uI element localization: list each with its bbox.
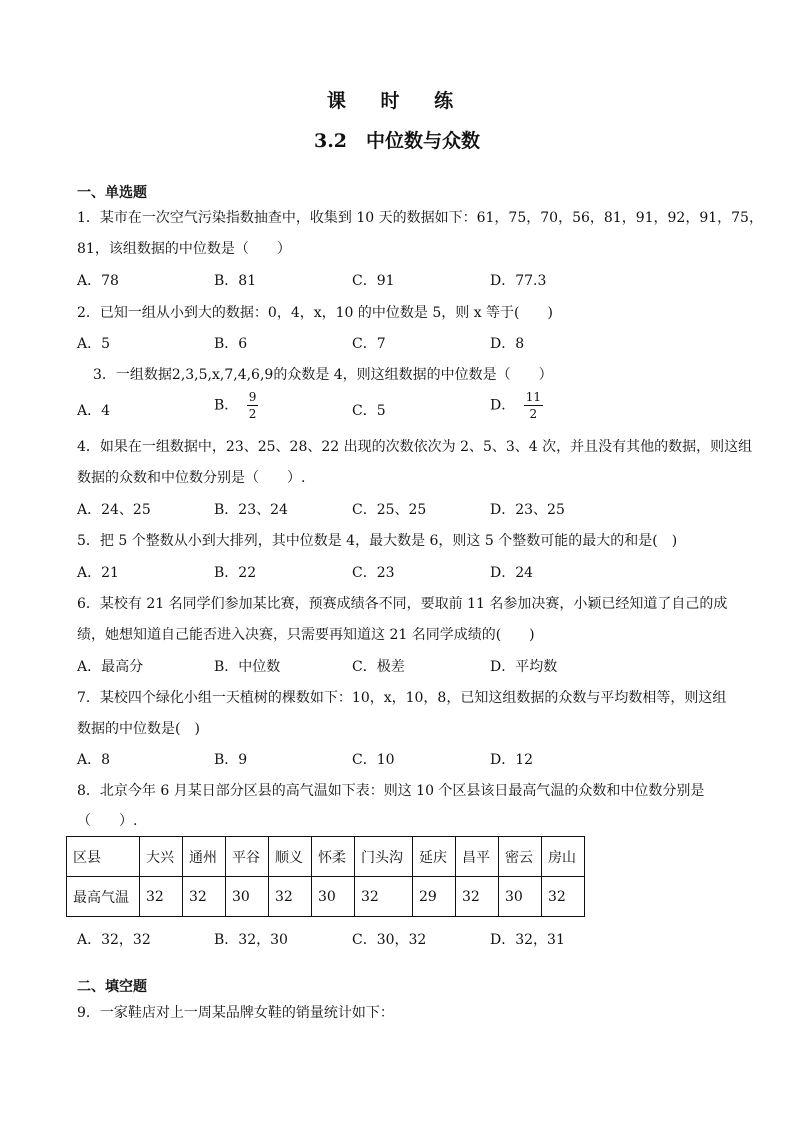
q3-option-a: A．4 [77,403,111,419]
q3-option-d [490,391,543,420]
q3-text-line1 [93,364,553,384]
section-fill-blank: 二、填空题 [77,979,147,995]
table-cell: 30 [312,877,355,917]
fraction-denominator: 2 [529,407,538,421]
q6-option-a: A．最高分 [77,659,144,675]
q7-option-a: A．8 [77,752,111,768]
q6-text-line2: 绩，她想知道自己能否进入决赛，只需要再知道这 21 名同学成绩的( ) [77,627,535,643]
table-cell: 最高气温 [67,877,140,917]
q2-option-a: A．5 [77,336,111,352]
table-cell: 区县 [67,837,140,877]
q1-option-b: B．81 [214,273,257,289]
table-cell: 32 [183,877,226,917]
q8-text-line1: 8．北京今年 6 月某日部分区县的高气温如下表：则这 10 个区县该日最高气温的众数和中位数分别是 [77,783,705,799]
fraction-numerator: 11 [525,390,541,404]
table-cell: 延庆 [413,837,456,877]
q7-option-d: D．12 [490,752,534,768]
fraction-denominator: 2 [248,407,257,421]
table-cell: 顺义 [269,837,312,877]
q9-text-line1: 9．一家鞋店对上一周某品牌女鞋的销量统计如下： [77,1005,394,1021]
q1-option-d: D．77.3 [490,273,547,289]
q4-text-line2: 数据的众数和中位数分别是（ ）. [77,470,306,486]
q3-data-set: 2,3,5,x,7,4,6,9 [171,367,274,383]
q5-text-line1: 5．把 5 个整数从小到大排列，其中位数是 4，最大数是 6，则这 5 个整数可能的最大的和是( ) [77,533,678,549]
page-title: 课 时 练 [326,90,468,112]
q1-option-a: A．78 [77,273,119,289]
q7-option-c: C．10 [352,752,395,768]
table-cell: 32 [269,877,312,917]
q4-option-b: B．23、24 [214,502,288,518]
q7-text-line1: 7．某校四个绿化小组一天植树的棵数如下：10，x，10，8，已知这组数据的众数与平均数相等，则这组 [77,690,727,706]
q4-text-line1: 4．如果在一组数据中，23、25、28、22 出现的次数依次为 2、5、3、4 次，并且没有其他的数据，则这组 [77,439,753,455]
table-cell: 30 [499,877,542,917]
q4-option-d: D．23、25 [490,502,565,518]
lesson-title: 3.2 中位数与众数 [313,130,481,152]
q6-option-d: D．平均数 [490,659,558,675]
table-cell: 30 [226,877,269,917]
table-cell: 大兴 [140,837,183,877]
table-cell: 昌平 [456,837,499,877]
q3-option-b [214,391,258,420]
q8-option-b: B．32，30 [214,932,288,948]
section-single-choice: 一、单选题 [77,185,147,201]
q8-option-c: C．30，32 [352,932,427,948]
q3-suffix: 的众数是 4，则这组数据的中位数是（ ） [273,367,553,383]
q6-option-b: B．中位数 [214,659,281,675]
table-row [67,877,585,917]
q3-option-c: C．5 [352,403,386,419]
q2-text-line1: 2．已知一组从小到大的数据：0，4，x，10 的中位数是 5，则 x 等于( ) [77,305,553,321]
q5-option-d: D．24 [490,565,534,581]
q7-option-b: B．9 [214,752,248,768]
table-cell: 32 [355,877,413,917]
table-header-row [67,837,585,877]
table-cell: 平谷 [226,837,269,877]
q1-text-line1: 1．某市在一次空气污染指数抽查中，收集到 10 天的数据如下：61，75，70，56，81，91，92，91，75， [77,210,763,226]
q5-option-c: C．23 [352,565,395,581]
q6-option-c: C．极差 [352,659,405,675]
table-cell: 怀柔 [312,837,355,877]
q5-option-b: B．22 [214,565,257,581]
q3-option-b-fraction [247,391,259,420]
q4-option-a: A．24、25 [77,502,151,518]
table-cell: 通州 [183,837,226,877]
q2-option-c: C．7 [352,336,386,352]
q8-option-d: D．32，31 [490,932,565,948]
table-cell: 32 [456,877,499,917]
q8-text-line2: （ ）. [77,813,138,829]
table-cell: 密云 [499,837,542,877]
q3-prefix: 3．一组数据 [93,367,172,383]
table-cell: 29 [413,877,456,917]
temperature-table [66,836,585,917]
table-cell: 房山 [542,837,585,877]
q3-option-b-label: B． [214,397,239,414]
q3-option-d-label: D． [490,397,516,414]
q2-option-b: B．6 [214,336,248,352]
q7-text-line2: 数据的中位数是( ) [77,721,200,737]
table-cell: 门头沟 [355,837,413,877]
q5-option-a: A．21 [77,565,119,581]
q1-text-line2: 81，该组数据的中位数是（ ） [77,241,291,257]
q4-option-c: C．25、25 [352,502,427,518]
q6-text-line1: 6．某校有 21 名同学们参加某比赛，预赛成绩各不同，要取前 11 名参加决赛，小颖已经知道了自己的成 [77,596,728,612]
q2-option-d: D．8 [490,336,525,352]
q1-option-c: C．91 [352,273,395,289]
q3-option-d-fraction [524,391,543,420]
fraction-numerator: 9 [248,390,257,404]
table-cell: 32 [140,877,183,917]
table-cell: 32 [542,877,585,917]
q8-option-a: A．32，32 [77,932,151,948]
